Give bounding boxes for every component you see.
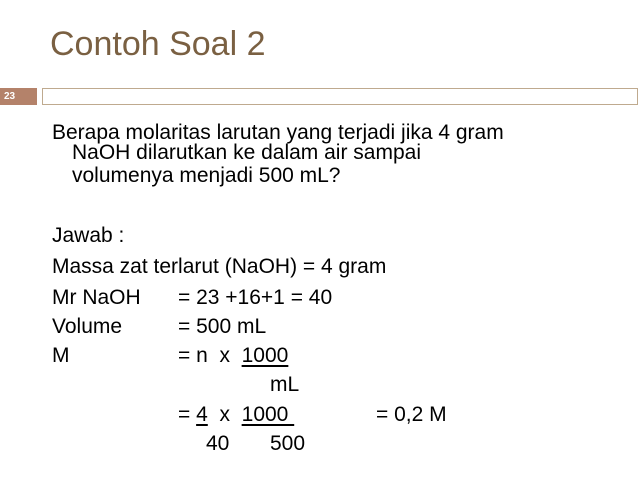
- question-line-3: volumenya menjadi 500 mL?: [72, 164, 341, 187]
- calc-denominator-2: 500: [270, 432, 306, 455]
- volume-label: Volume: [52, 315, 123, 338]
- m-label: M: [52, 344, 70, 367]
- calc-result: = 0,2 M: [376, 403, 447, 426]
- calc-denominator-1: 40: [206, 432, 230, 455]
- mass-line: Massa zat terlarut (NaOH) = 4 gram: [52, 255, 387, 278]
- m-formula-prefix: = n x: [178, 344, 242, 367]
- slide-number: 23: [0, 88, 37, 105]
- volume-value: = 500 mL: [178, 315, 267, 338]
- calculation-line: [178, 402, 294, 428]
- answer-heading: Jawab :: [52, 224, 125, 247]
- question-line-2: NaOH dilarutkan ke dalam air sampai: [72, 141, 421, 164]
- calc-numerator-2: 1000: [241, 403, 295, 426]
- calc-prefix: =: [178, 403, 197, 426]
- slide-title: Contoh Soal 2: [50, 25, 266, 63]
- m-formula-numerator: 1000: [241, 344, 289, 367]
- m-formula: [178, 343, 288, 369]
- m-formula-denominator: mL: [270, 373, 300, 396]
- calc-numerator-1: 4: [196, 403, 208, 426]
- question-line-1: Berapa molaritas larutan yang terjadi jika 4 gram: [52, 121, 504, 144]
- calc-times: x: [207, 403, 242, 426]
- title-divider: [42, 88, 638, 105]
- mr-value: = 23 +16+1 = 40: [178, 286, 333, 309]
- mr-label: Mr NaOH: [52, 286, 141, 309]
